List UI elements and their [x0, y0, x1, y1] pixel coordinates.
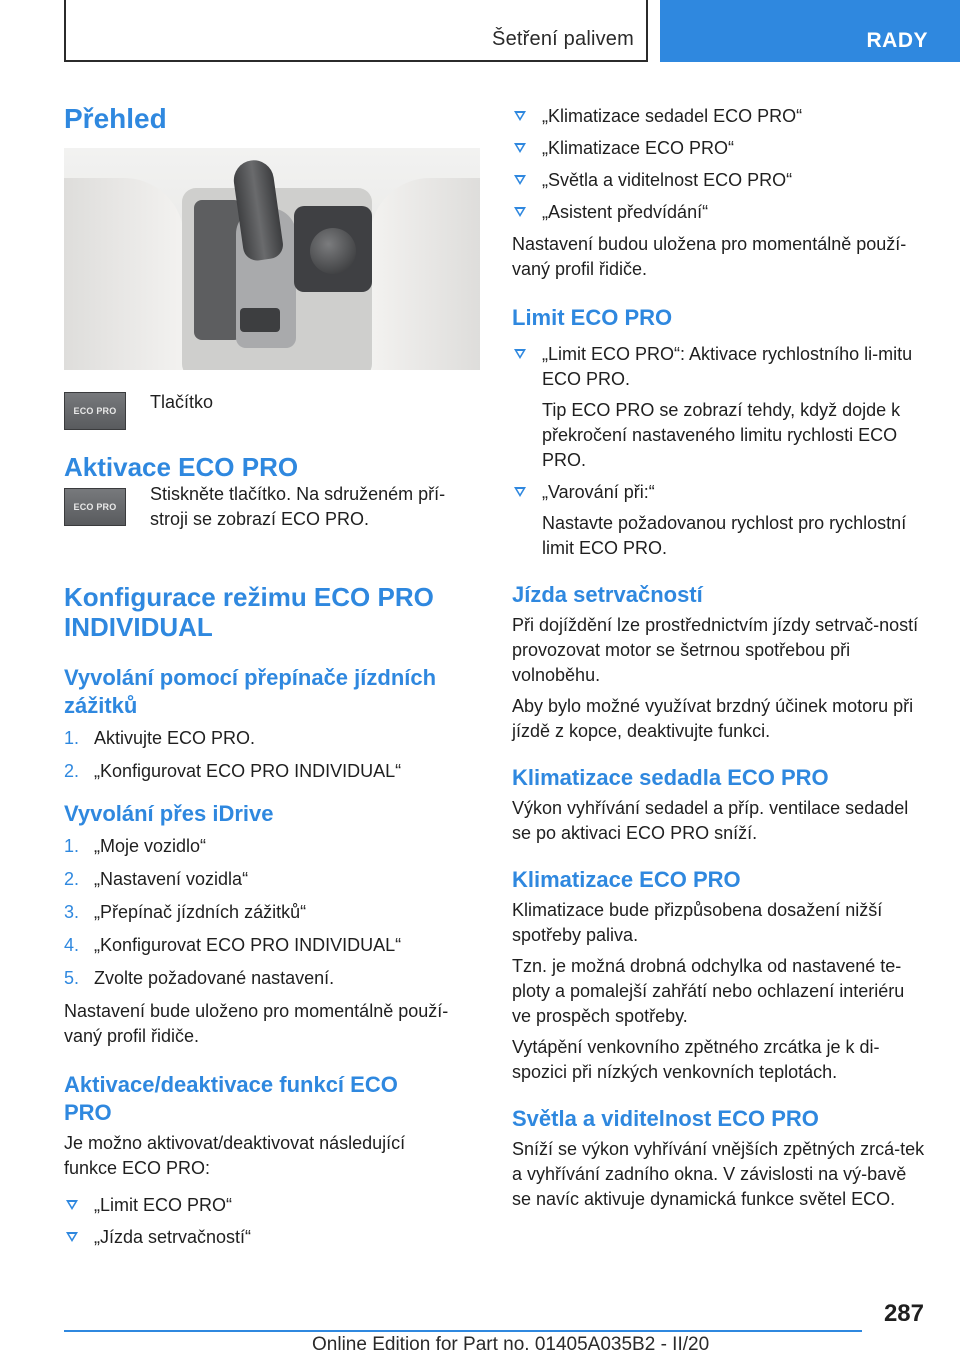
eco-pro-button-image-2	[64, 488, 126, 526]
heading-jizda: Jízda setrvačností	[512, 582, 703, 607]
heading-aktivace-funkci: Aktivace/deaktivace funkcí ECO PRO	[64, 1072, 398, 1125]
items-note: Nastavení budou uložena pro momentálně použí-vaný profil řidiče.	[512, 234, 907, 279]
jizda-p1: Při dojíždění lze prostřednictvím jízdy setrvač-ností provozovat motor se šetrnou spotřebou při volnoběhu.	[512, 615, 919, 685]
klima-p2: Tzn. je možná drobná odchylka od nastavené te-ploty a pomalejší zahřátí nebo ochlazení interiéru ve prospěch spotřeby.	[512, 956, 905, 1026]
left-column	[64, 96, 480, 1257]
heading-konfigurace: Konfigurace režimu ECO PRO INDIVIDUAL	[64, 582, 434, 642]
list-item: „Světla a viditelnost ECO PRO“	[512, 168, 928, 193]
triangle-bullet-icon	[514, 487, 526, 497]
header-section-box	[64, 0, 648, 62]
console-photo	[64, 148, 480, 370]
header-tab[interactable]	[660, 0, 960, 62]
eco-pro-button-image	[64, 392, 126, 430]
list-item: „Limit ECO PRO“	[64, 1193, 480, 1218]
limit-sub: Tip ECO PRO se zobrazí tehdy, když dojde k překročení nastaveného limitu rychlosti ECO PRO.	[542, 400, 901, 470]
heading-prehled: Přehled	[64, 103, 167, 134]
triangle-bullet-icon	[514, 207, 526, 217]
klima-p1: Klimatizace bude přizpůsobena dosažení nižší spotřeby paliva.	[512, 900, 883, 945]
heading-vyvolani-prepinac: Vyvolání pomocí přepínače jízdních zážitků	[64, 665, 437, 718]
heading-aktivace: Aktivace ECO PRO	[64, 452, 299, 482]
triangle-bullet-icon	[514, 349, 526, 359]
footer-edition: Online Edition for Part no. 01405A035B2 - II/20	[312, 1334, 710, 1355]
eco-pro-button-text-2: ECO PRO	[73, 502, 117, 512]
triangle-bullet-icon	[514, 175, 526, 185]
list-item: 4. „Konfigurovat ECO PRO INDIVIDUAL“	[64, 935, 402, 955]
button-caption: Tlačítko	[150, 392, 214, 412]
footer-rule	[64, 1330, 862, 1332]
function-list	[64, 1193, 480, 1250]
list-item: 1. Aktivujte ECO PRO.	[64, 728, 256, 748]
list-item: 5. Zvolte požadované nastavení.	[64, 968, 335, 988]
list-item: „Klimatizace sedadel ECO PRO“	[512, 104, 928, 129]
steps-idrive	[64, 834, 480, 991]
section-title: Šetření palivem	[492, 28, 634, 50]
klima-p3: Vytápění venkovního zpětného zrcátka je k di-spozici při nízkých venkovních teplotách.	[512, 1037, 880, 1082]
list-item: „Asistent předvídání“	[512, 200, 928, 225]
steps-prepinac	[64, 726, 480, 784]
heading-vyvolani-idrive: Vyvolání přes iDrive	[64, 801, 274, 826]
idrive-note: Nastavení bude uloženo pro momentálně použí-vaný profil řidiče.	[64, 1001, 449, 1046]
eco-pro-button-text: ECO PRO	[73, 406, 117, 416]
warning-sub: Nastavte požadovanou rychlost pro rychlostní limit ECO PRO.	[542, 513, 907, 558]
heading-limit: Limit ECO PRO	[512, 305, 673, 330]
triangle-bullet-icon	[514, 143, 526, 153]
triangle-bullet-icon	[66, 1232, 78, 1242]
svetla-p1: Sníží se výkon vyhřívání vnějších zpětných zrcá-tek a vyhřívání zadního okna. V závislosti na vý-bavě se navíc aktivuje dynamická funkce světel ECO.	[512, 1139, 925, 1209]
list-item: „Klimatizace ECO PRO“	[512, 136, 928, 161]
triangle-bullet-icon	[66, 1200, 78, 1210]
list-item: „Limit ECO PRO“: Aktivace rychlostního li-mitu ECO PRO. Tip ECO PRO se zobrazí tehdy, když dojde k překročení nastaveného limitu rychlosti ECO PRO.	[512, 342, 928, 473]
heading-svetla: Světla a viditelnost ECO PRO	[512, 1106, 819, 1131]
triangle-bullet-icon	[514, 111, 526, 121]
jizda-p2: Aby bylo možné využívat brzdný účinek motoru při jízdě z kopce, deaktivujte funkci.	[512, 696, 914, 741]
heading-klima-sedadla: Klimatizace sedadla ECO PRO	[512, 765, 829, 790]
heading-klima: Klimatizace ECO PRO	[512, 867, 741, 892]
function-list-cont	[512, 104, 928, 225]
page-number: 287	[883, 1300, 924, 1327]
right-column	[512, 104, 928, 1212]
klima-sedadla-p1: Výkon vyhřívání sedadel a příp. ventilace sedadel se po aktivaci ECO PRO sníží.	[512, 798, 909, 843]
aktivace-funkci-intro: Je možno aktivovat/deaktivovat následující funkce ECO PRO:	[64, 1133, 406, 1178]
list-item: 1. „Moje vozidlo“	[64, 836, 207, 856]
header-tab-label: RADY	[866, 29, 928, 52]
list-item: „Jízda setrvačností“	[64, 1225, 480, 1250]
list-item: „Varování při:“ Nastavte požadovanou rychlost pro rychlostní limit ECO PRO.	[512, 480, 928, 561]
aktivace-text: Stiskněte tlačítko. Na sdruženém pří-stroji se zobrazí ECO PRO.	[150, 484, 446, 529]
list-item: 2. „Nastavení vozidla“	[64, 869, 249, 889]
list-item: 2. „Konfigurovat ECO PRO INDIVIDUAL“	[64, 761, 402, 781]
limit-list	[512, 342, 928, 561]
list-item: 3. „Přepínač jízdních zážitků“	[64, 902, 307, 922]
